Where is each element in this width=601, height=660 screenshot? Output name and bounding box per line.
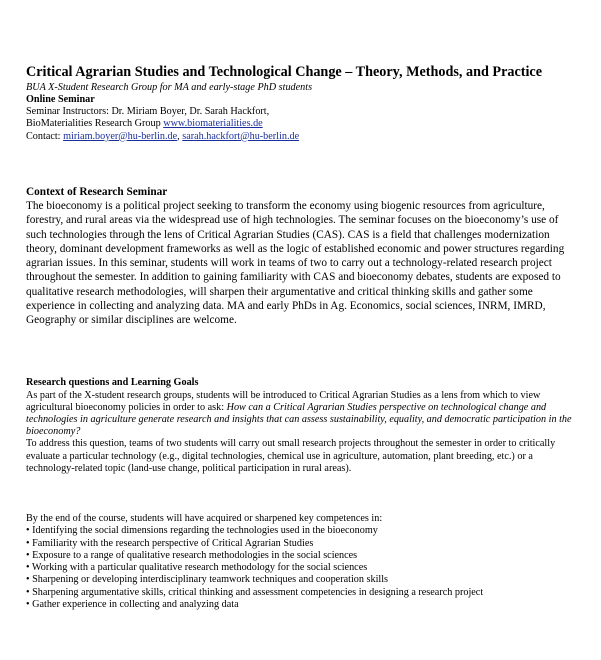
document-header — [26, 64, 566, 143]
seminar-instructors: Seminar Instructors: Dr. Miriam Boyer, Dr. Sarah Hackfort, — [26, 106, 270, 118]
research-group-line — [26, 118, 566, 130]
goal-item: • Familiarity with the research perspective of Critical Agrarian Studies — [26, 537, 314, 549]
context-heading: Context of Research Seminar — [26, 186, 168, 198]
goal-item: • Gather experience in collecting and analyzing data — [26, 598, 239, 610]
research-intro: As part of the X-student research groups, students will be introduced to Critical Agrarian Studies as a lens from which to view agricultural bioeconomy policies in order to ask: — [26, 389, 541, 413]
research-heading: Research questions and Learning Goals — [26, 377, 199, 388]
contact-separator: , — [177, 130, 183, 142]
contact-email-hackfort[interactable]: sarah.hackfort@hu-berlin.de — [182, 130, 300, 142]
goal-item: • Exposure to a range of qualitative research methodologies in the social sciences — [26, 549, 358, 561]
goals-section — [26, 513, 574, 611]
goal-item: • Sharpening or developing interdisciplinary teamwork techniques and cooperation skills — [26, 574, 389, 586]
document-title: Critical Agrarian Studies and Technological Change – Theory, Methods, and Practice — [26, 64, 543, 80]
goal-item: • Working with a particular qualitative research methodology for the social sciences — [26, 562, 368, 574]
research-intro-paragraph — [26, 390, 574, 439]
document-subtitle: BUA X-Student Research Group for MA and early-stage PhD students — [26, 82, 313, 93]
goals-list — [26, 525, 574, 611]
goal-item: • Identifying the social dimensions regarding the technologies used in the bioeconomy — [26, 525, 378, 537]
contact-line — [26, 131, 566, 143]
goals-intro: By the end of the course, students will have acquired or sharpened key competences in: — [26, 513, 383, 524]
seminar-format: Online Seminar — [26, 94, 95, 105]
research-group-link[interactable]: www.biomaterialities.de — [163, 118, 263, 130]
context-body: The bioeconomy is a political project seeking to transform the economy using biogenic resources from agriculture, forestry, and rural areas via the widespread use of high technologies. The seminar focuses on the bioeconomy’s use of such technologies through the lens of Critical Agrarian Studies (CAS). CAS is a field that challenges modernization theory, dominant development frameworks as well as the logic of established economic and power structures regarding agrarian issues. In this seminar, students will work in teams of two to carry out a technology-related research project throughout the semester. In addition to gaining familiarity with CAS and bioeconomy debates, students are exposed to qualitative research methodologies, will sharpen their argumentative and critical thinking skills and gather some experience in collecting and analyzing data. MA and early PhDs in Ag. Economics, social sciences, INRM, IMRD, Geography or similar disciplines are welcome. — [26, 200, 565, 327]
research-approach: To address this question, teams of two students will carry out small research projects throughout the semester in order to critically evaluate a particular technology (e.g., digital technologies, chemical use in agriculture, automation, plant breeding, etc.) or a technology-related topic (land-use change, political participation in rural areas). — [26, 438, 556, 474]
contact-label: Contact: — [26, 130, 64, 142]
goal-item: • Sharpening argumentative skills, critical thinking and assessment competencies in designing a research project — [26, 586, 484, 598]
research-question: How can a Critical Agrarian Studies perspective on technological change and technologies in agriculture generate research and insights that can assess sustainability, equality, and democratic participation in the bioeconomy? — [26, 401, 572, 438]
context-section — [26, 185, 574, 328]
research-section — [26, 377, 574, 475]
research-group-label: BioMaterialities Research Group — [26, 118, 164, 130]
contact-email-boyer[interactable]: miriam.boyer@hu-berlin.de — [63, 130, 178, 142]
